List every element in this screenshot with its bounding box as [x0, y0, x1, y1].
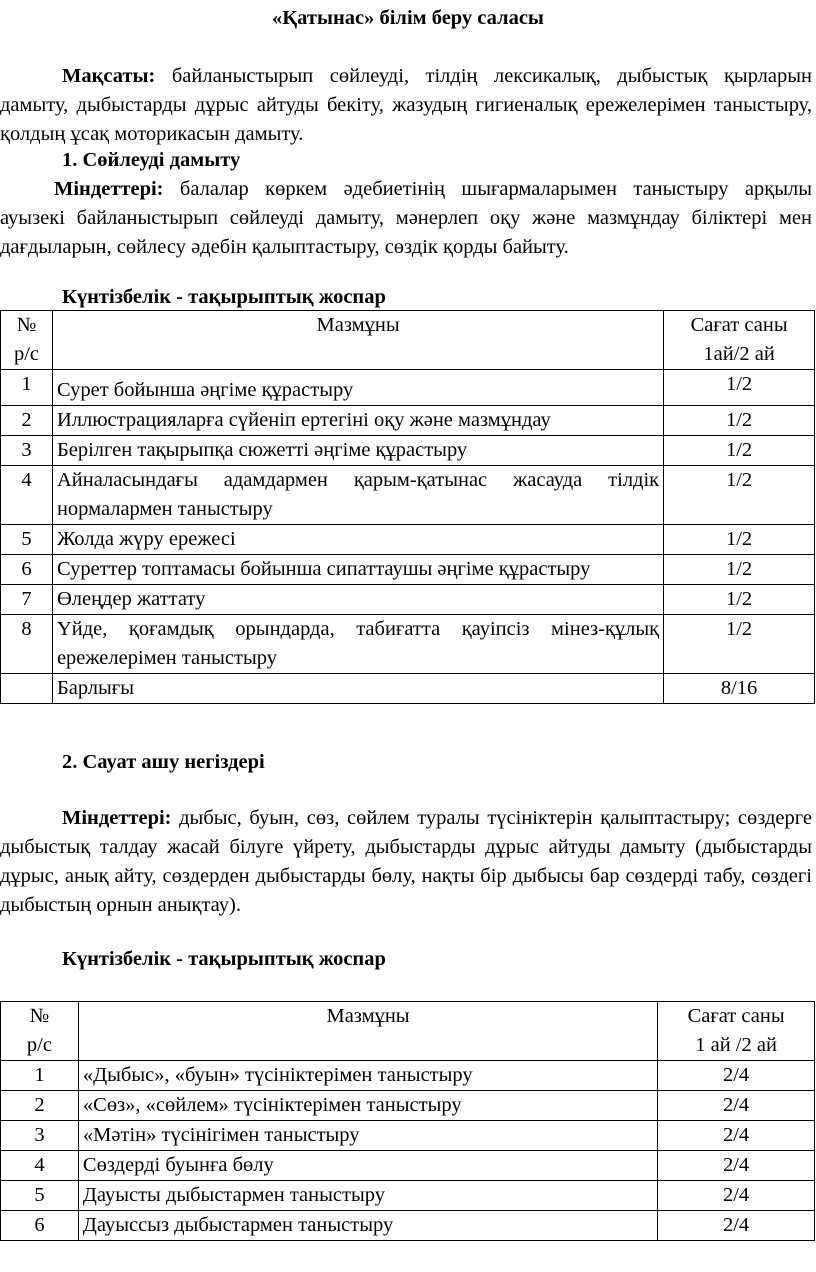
section2-plan-heading: Күнтізбелік - тақырыптық жоспар — [62, 948, 386, 970]
table-header-row — [1, 1002, 815, 1061]
row-num: 3 — [1, 1121, 79, 1151]
row-num: 4 — [1, 466, 53, 525]
table-row — [1, 1121, 815, 1151]
section2-tasks-text: дыбыс, буын, сөз, сөйлем туралы түсініктерін қалыптастыру; сөздерге дыбыстық талдау жасай білуге үйрету, дыбыстарды дұрыс айтуды дамыту (дыбыстарды дұрыс, анық айту, сөздерден дыбыстарды бөлу, нақты бір дыбысы бар сөздерді табу, сөздегі дыбыстың орнын анықтау). — [0, 807, 812, 916]
row-num: 6 — [1, 555, 53, 585]
col-num-header: № р/с — [1, 1002, 79, 1061]
section1-tasks-paragraph — [0, 175, 812, 262]
table-row — [1, 406, 815, 436]
row-hours: 1/2 — [664, 466, 815, 525]
table-row — [1, 555, 815, 585]
section1-tasks-text: балалар көркем әдебиетінің шығармаларымен таныстыру арқылы ауызекі байланыстырып сөйлеуді дамыту, мәнерлеп оқу және мазмұндау біліктері мен дағдыларын, сөйлесу әдебін қалыптастыру, сөздік қорды байыту. — [0, 178, 812, 258]
row-content: Үйде, қоғамдық орындарда, табиғатта қауіпсіз мінез-құлық ережелерімен таныстыру — [52, 615, 663, 674]
row-num: 1 — [1, 1061, 79, 1091]
goal-label: Мақсаты: — [62, 65, 156, 87]
row-hours: 1/2 — [664, 585, 815, 615]
row-hours: 2/4 — [658, 1181, 815, 1211]
row-num: 6 — [1, 1211, 79, 1241]
section1-plan-table — [0, 310, 815, 704]
row-hours: 2/4 — [658, 1061, 815, 1091]
table-row — [1, 1211, 815, 1241]
table-row — [1, 370, 815, 406]
row-content: Дауысты дыбыстармен таныстыру — [78, 1181, 657, 1211]
section2-tasks-label: Міндеттері: — [62, 807, 172, 829]
total-label: Барлығы — [52, 674, 663, 704]
table-row — [1, 436, 815, 466]
table-row — [1, 466, 815, 525]
row-content: Сурет бойынша әңгіме құрастыру — [52, 370, 663, 406]
table-row — [1, 525, 815, 555]
row-hours: 2/4 — [658, 1151, 815, 1181]
section1-plan-heading: Күнтізбелік - тақырыптық жоспар — [62, 286, 386, 308]
section2-plan-table — [0, 1001, 815, 1241]
row-num: 2 — [1, 1091, 79, 1121]
page-title: «Қатынас» білім беру саласы — [272, 7, 544, 29]
table-row — [1, 1151, 815, 1181]
row-content: «Сөз», «сөйлем» түсініктерімен таныстыру — [78, 1091, 657, 1121]
row-content: «Дыбыс», «буын» түсініктерімен таныстыру — [78, 1061, 657, 1091]
row-content: Иллюстрацияларға сүйеніп ертегіні оқу және мазмұндау — [52, 406, 663, 436]
row-hours: 1/2 — [664, 555, 815, 585]
goal-text: байланыстырып сөйлеуді, тілдің лексикалық, дыбыстық қырларын дамыту, дыбыстарды дұрыс айтуды бекіту, жазудың гигиеналық ережелерімен таныстыру, қолдың ұсақ моторикасын дамыту. — [0, 65, 812, 145]
row-num: 7 — [1, 585, 53, 615]
table-row — [1, 585, 815, 615]
row-content: Өлеңдер жаттату — [52, 585, 663, 615]
col-hours-header: Сағат саны 1 ай /2 ай — [658, 1002, 815, 1061]
row-num: 8 — [1, 615, 53, 674]
section2-heading: 2. Сауат ашу негіздері — [62, 751, 265, 773]
row-num: 4 — [1, 1151, 79, 1181]
row-hours: 2/4 — [658, 1211, 815, 1241]
row-hours: 1/2 — [664, 525, 815, 555]
row-num: 3 — [1, 436, 53, 466]
table-row — [1, 1091, 815, 1121]
row-num: 5 — [1, 1181, 79, 1211]
row-hours: 1/2 — [664, 406, 815, 436]
row-num: 5 — [1, 525, 53, 555]
col-num-header: № р/с — [1, 311, 53, 370]
table-total-row — [1, 674, 815, 704]
section1-heading: 1. Сөйлеуді дамыту — [62, 149, 241, 171]
row-num: 2 — [1, 406, 53, 436]
section2-tasks-paragraph — [0, 804, 812, 920]
row-hours: 2/4 — [658, 1121, 815, 1151]
row-content: Суреттер топтамасы бойынша сипаттаушы әңгіме құрастыру — [52, 555, 663, 585]
section1-tasks-label: Міндеттері: — [54, 178, 164, 200]
row-hours: 1/2 — [664, 436, 815, 466]
row-content: Сөздерді буынға бөлу — [78, 1151, 657, 1181]
row-num: 1 — [1, 370, 53, 406]
row-content: Жолда жүру ережесі — [52, 525, 663, 555]
row-hours: 2/4 — [658, 1091, 815, 1121]
table-row — [1, 1061, 815, 1091]
row-num-empty — [1, 674, 53, 704]
row-content: «Мәтін» түсінігімен таныстыру — [78, 1121, 657, 1151]
table-header-row — [1, 311, 815, 370]
row-content: Айналасындағы адамдармен қарым-қатынас жасауда тілдік нормалармен таныстыру — [52, 466, 663, 525]
row-hours: 1/2 — [664, 615, 815, 674]
goal-paragraph — [0, 62, 812, 149]
table-row — [1, 615, 815, 674]
col-content-header: Мазмұны — [78, 1002, 657, 1061]
row-hours: 1/2 — [664, 370, 815, 406]
col-hours-header: Сағат саны 1ай/2 ай — [664, 311, 815, 370]
total-hours: 8/16 — [664, 674, 815, 704]
col-content-header: Мазмұны — [52, 311, 663, 370]
row-content: Дауыссыз дыбыстармен таныстыру — [78, 1211, 657, 1241]
table-row — [1, 1181, 815, 1211]
row-content: Берілген тақырыпқа сюжетті әңгіме құрастыру — [52, 436, 663, 466]
